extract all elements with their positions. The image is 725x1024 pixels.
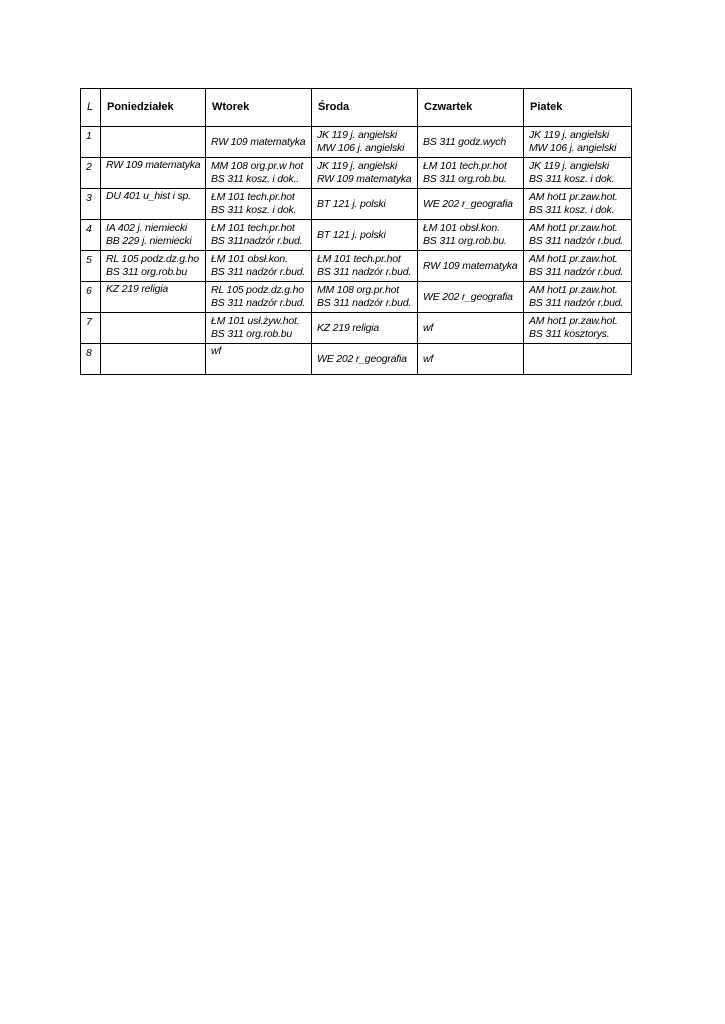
- cell-monday: [101, 344, 206, 375]
- class-entry: DU 401 u_hist i sp.: [106, 190, 191, 202]
- table-row: [81, 251, 632, 282]
- class-entry: BT 121 j. polski: [317, 228, 386, 241]
- cell-tuesday: [206, 189, 312, 220]
- class-entry: KZ 219 religia: [106, 283, 168, 295]
- cell-friday: [524, 158, 632, 189]
- class-entry: wf: [423, 321, 434, 334]
- cell-thursday: [418, 158, 524, 189]
- class-entry: RL 105 podz.dz.g.ho: [106, 253, 199, 265]
- class-entry: BS 311 org.rob.bu.: [423, 173, 507, 185]
- header-thursday: Czwartek: [418, 89, 524, 127]
- class-entry: ŁM 101 tech.pr.hot: [317, 253, 401, 265]
- class-entry: MW 106 j. angielski: [317, 142, 405, 154]
- cell-thursday: [418, 344, 524, 375]
- class-entry: BS 311 nadzór r.bud.: [317, 297, 412, 309]
- class-entry: MM 108 org.pr.hot: [317, 284, 399, 296]
- cell-monday: [101, 282, 206, 313]
- class-entry: BB 229 j. niemiecki: [106, 235, 192, 247]
- header-lesson-number: L: [81, 89, 101, 127]
- lesson-number: 8: [81, 344, 101, 375]
- cell-monday: [101, 220, 206, 251]
- cell-thursday: [418, 220, 524, 251]
- class-entry: ŁM 101 obsł.kon.: [211, 253, 288, 265]
- class-entry: BS 311 kosz. i dok..: [211, 173, 300, 185]
- lesson-number: 2: [81, 158, 101, 189]
- cell-tuesday: [206, 158, 312, 189]
- class-entry: AM hot1 pr.zaw.hot.: [529, 284, 618, 296]
- cell-wednesday: [312, 158, 418, 189]
- class-entry: RW 109 matematyka: [317, 173, 412, 185]
- cell-thursday: [418, 189, 524, 220]
- class-entry: BS 311 nadzór r.bud.: [211, 266, 306, 278]
- cell-tuesday: [206, 282, 312, 313]
- cell-thursday: [418, 251, 524, 282]
- lesson-number: 7: [81, 313, 101, 344]
- lesson-number: 4: [81, 220, 101, 251]
- class-entry: BS 311nadzór r.bud.: [211, 235, 303, 247]
- class-entry: wf: [423, 352, 434, 365]
- class-entry: BS 311 nadzór r.bud.: [317, 266, 412, 278]
- class-entry: BS 311 godz.wych: [423, 135, 506, 148]
- class-entry: ŁM 101 usł.żyw.hot.: [211, 315, 300, 327]
- class-entry: MM 108 org.pr.w hot: [211, 160, 304, 172]
- cell-wednesday: [312, 220, 418, 251]
- class-entry: RW 109 matematyka: [106, 159, 201, 171]
- class-entry: ŁM 101 tech.pr.hot: [211, 191, 295, 203]
- cell-wednesday: [312, 189, 418, 220]
- header-monday: Poniedziałek: [101, 89, 206, 127]
- class-entry: JK 119 j. angielski: [529, 160, 610, 172]
- class-entry: RW 109 matematyka: [423, 259, 518, 272]
- class-entry: JK 119 j. angielski: [317, 129, 398, 141]
- cell-thursday: [418, 313, 524, 344]
- table-row: [81, 282, 632, 313]
- table-row: [81, 127, 632, 158]
- cell-monday: [101, 127, 206, 158]
- class-entry: BS 311 nadzór r.bud.: [529, 266, 624, 278]
- cell-tuesday: [206, 127, 312, 158]
- table-row: [81, 220, 632, 251]
- lesson-number: 3: [81, 189, 101, 220]
- cell-friday: [524, 251, 632, 282]
- class-entry: BS 311 kosz. i dok.: [529, 173, 615, 185]
- class-entry: BS 311 nadzór r.bud.: [211, 297, 306, 309]
- header-row: [81, 89, 632, 127]
- class-entry: RW 109 matematyka: [211, 135, 306, 148]
- lesson-number: 6: [81, 282, 101, 313]
- class-entry: AM hot1 pr.zaw.hot.: [529, 191, 618, 203]
- cell-friday: [524, 313, 632, 344]
- timetable: [80, 88, 632, 375]
- cell-wednesday: [312, 313, 418, 344]
- cell-tuesday: [206, 251, 312, 282]
- class-entry: BT 121 j. polski: [317, 197, 386, 210]
- class-entry: BS 311 kosztorys.: [529, 328, 610, 340]
- class-entry: BS 311 org.rob.bu.: [423, 235, 507, 247]
- cell-friday: [524, 127, 632, 158]
- class-entry: RL 105 podz.dz.g.ho: [211, 284, 304, 296]
- class-entry: MW 106 j. angielski: [529, 142, 617, 154]
- class-entry: WE 202 r_geografia: [317, 352, 407, 365]
- cell-wednesday: [312, 282, 418, 313]
- cell-wednesday: [312, 251, 418, 282]
- class-entry: BS 311 nadzór r.bud.: [529, 235, 624, 247]
- cell-tuesday: [206, 313, 312, 344]
- cell-tuesday: [206, 220, 312, 251]
- class-entry: ŁM 101 obsł.kon.: [423, 222, 500, 234]
- class-entry: AM hot1 pr.zaw.hot.: [529, 315, 618, 327]
- cell-friday: [524, 220, 632, 251]
- class-entry: WE 202 r_geografia: [423, 197, 513, 210]
- cell-friday: [524, 344, 632, 375]
- class-entry: AM hot1 pr.zaw.hot.: [529, 222, 618, 234]
- class-entry: BS 311 kosz. i dok.: [529, 204, 615, 216]
- class-entry: AM hot1 pr.zaw.hot.: [529, 253, 618, 265]
- header-tuesday: Wtorek: [206, 89, 312, 127]
- lesson-number: 1: [81, 127, 101, 158]
- class-entry: BS 311 nadzór r.bud.: [529, 297, 624, 309]
- class-entry: JK 119 j. angielski: [529, 129, 610, 141]
- class-entry: WE 202 r_geografia: [423, 290, 513, 303]
- cell-monday: [101, 158, 206, 189]
- cell-monday: [101, 251, 206, 282]
- class-entry: BS 311 org.rob.bu: [211, 328, 293, 340]
- table-row: [81, 313, 632, 344]
- table-row: [81, 344, 632, 375]
- cell-monday: [101, 189, 206, 220]
- cell-friday: [524, 189, 632, 220]
- cell-thursday: [418, 282, 524, 313]
- cell-friday: [524, 282, 632, 313]
- cell-monday: [101, 313, 206, 344]
- class-entry: ŁM 101 tech.pr.hot: [211, 222, 295, 234]
- timetable-body: [81, 127, 632, 375]
- table-row: [81, 158, 632, 189]
- header-wednesday: Środa: [312, 89, 418, 127]
- class-entry: JK 119 j. angielski: [317, 160, 398, 172]
- cell-wednesday: [312, 127, 418, 158]
- class-entry: BS 311 kosz. i dok.: [211, 204, 297, 216]
- header-friday: Piatek: [524, 89, 632, 127]
- table-row: [81, 189, 632, 220]
- cell-wednesday: [312, 344, 418, 375]
- cell-tuesday: [206, 344, 312, 375]
- cell-thursday: [418, 127, 524, 158]
- class-entry: ŁM 101 tech.pr.hot: [423, 160, 507, 172]
- class-entry: wf: [211, 345, 222, 357]
- class-entry: KZ 219 religia: [317, 321, 379, 334]
- class-entry: IA 402 j. niemiecki: [106, 222, 188, 234]
- lesson-number: 5: [81, 251, 101, 282]
- class-entry: BS 311 org.rob.bu: [106, 266, 188, 278]
